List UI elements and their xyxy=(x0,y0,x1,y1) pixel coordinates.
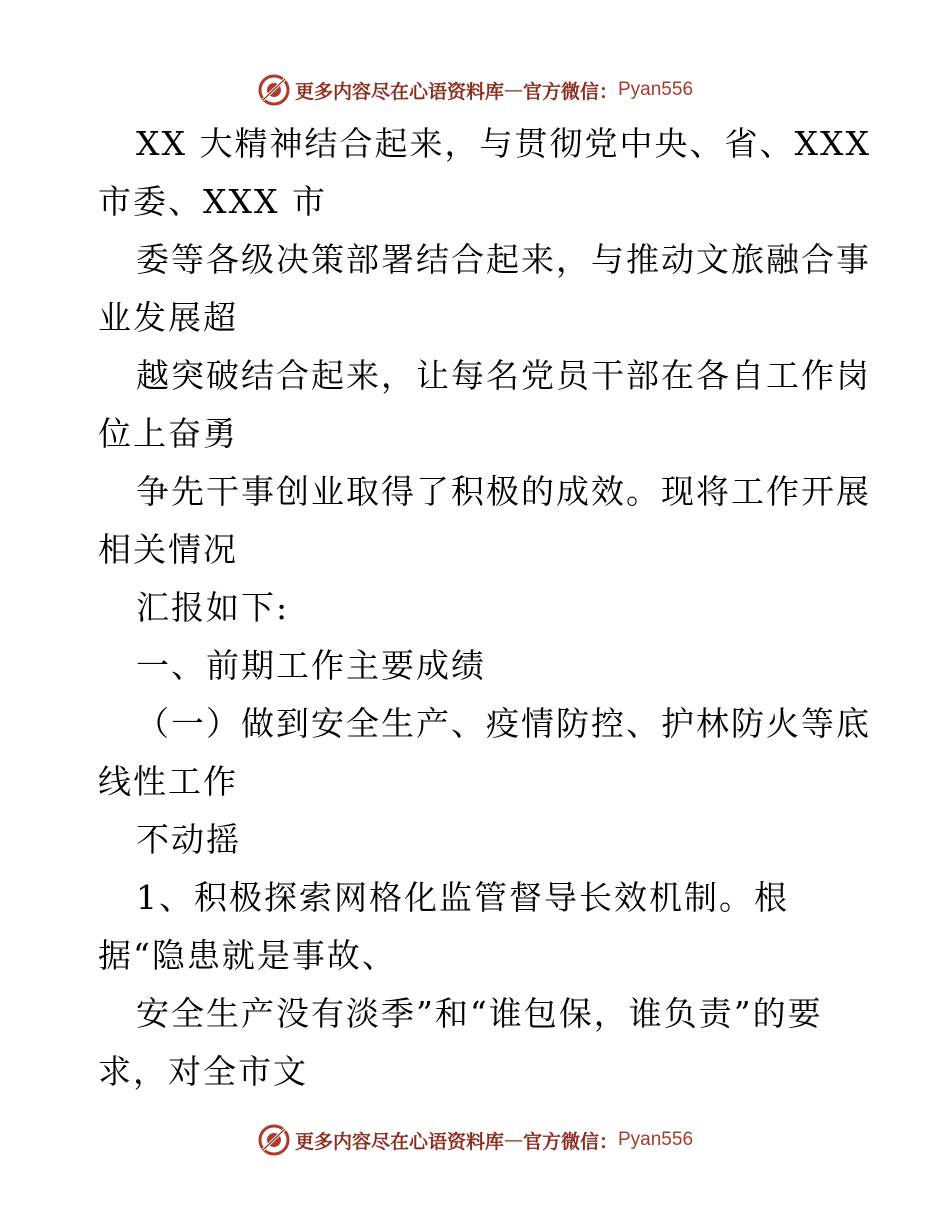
watermark-side-text: 官方微信： xyxy=(522,1130,618,1153)
text-line: XX 大精神结合起来，与贯彻党中央、省、XXX xyxy=(136,124,871,163)
watermark-side-text: 官方微信： xyxy=(522,80,618,103)
watermark-main-text: 更多内容尽在心语资料库 xyxy=(294,1130,504,1153)
logo-icon xyxy=(257,73,291,107)
watermark-main-text: 更多内容尽在心语资料库 xyxy=(294,80,504,103)
text-line: 线性工作 xyxy=(98,762,238,801)
text-line: 相关情况 xyxy=(98,530,238,569)
text-line: 求，对全市文 xyxy=(98,1052,308,1091)
watermark-id: Pyan556 xyxy=(618,79,694,100)
text-line: 位上奋勇 xyxy=(98,414,238,453)
text-line: 安全生产没有淡季”和“谁包保，谁负责”的要 xyxy=(136,994,823,1033)
watermark-id: Pyan556 xyxy=(618,1129,694,1150)
text-line: 市委、XXX 市 xyxy=(98,182,327,221)
watermark-separator: — xyxy=(503,79,523,101)
text-line: 不动摇 xyxy=(136,820,241,859)
text-line: 越突破结合起来，让每名党员干部在各自工作岗 xyxy=(136,356,871,395)
header-watermark xyxy=(0,70,950,110)
subsection-heading: （一）做到安全生产、疫情防控、护林防火等底 xyxy=(136,704,871,743)
text-line: 1、积极探索网格化监管督导长效机制。根 xyxy=(136,878,789,917)
footer-watermark xyxy=(0,1120,950,1160)
section-heading: 一、前期工作主要成绩 xyxy=(136,646,486,685)
text-line: 汇报如下: xyxy=(136,588,290,627)
text-line: 争先干事创业取得了积极的成效。现将工作开展 xyxy=(136,472,871,511)
watermark-separator: — xyxy=(503,1129,523,1151)
logo-icon xyxy=(257,1123,291,1157)
text-line: 据“隐患就是事故、 xyxy=(98,936,397,975)
text-line: 业发展超 xyxy=(98,298,238,337)
text-line: 委等各级决策部署结合起来，与推动文旅融合事 xyxy=(136,240,871,279)
